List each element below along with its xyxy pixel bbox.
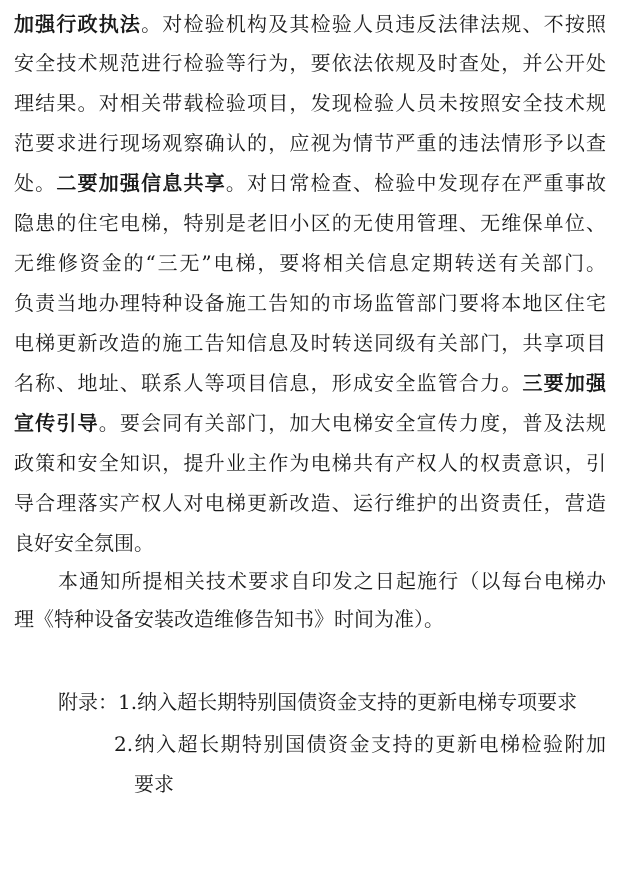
paragraph-line [14,169,606,197]
paragraph-line [14,529,606,557]
notice-line-1: 本通知所提相关技术要求自印发之日起施行（以每台电梯办 [58,569,606,593]
body-text: 名称、地址、联系人等项目信息，形成安全监管合力。 [14,371,523,395]
body-text: 。对日常检查、检验中发现存在严重事故 [225,171,606,195]
appendix-line-1 [58,688,606,716]
bold-heading-text: 三要加强 [522,371,606,395]
paragraph-line [14,209,606,237]
bold-heading-text: 加强行政执法 [14,12,142,36]
body-text: 良好安全氛围。 [14,531,154,555]
body-text: 无维修资金的“三无”电梯，要将相关信息定期转送有关部门。 [14,251,606,275]
bold-heading-text: 二要加强信息共享 [56,171,226,195]
body-text: 负责当地办理特种设备施工告知的市场监管部门要将本地区住宅 [14,291,606,315]
bold-heading-text: 宣传引导 [14,411,99,435]
body-text: 。对检验机构及其检验人员违反法律法规、不按照 [141,12,606,36]
notice-line-2: 理《特种设备安装改造维修告知书》时间为准）。 [14,607,444,631]
body-text: 政策和安全知识，提升业主作为电梯共有产权人的权责意识，引 [14,451,606,475]
body-text: 安全技术规范进行检验等行为，要依法依规及时查处，并公开处 [14,51,606,75]
paragraph-line [14,129,606,157]
paragraph-line [14,329,606,357]
paragraph-line [14,249,606,277]
paragraph-line [14,489,606,517]
paragraph-line [14,89,606,117]
body-text: 理结果。对相关带载检验项目，发现检验人员未按照安全技术规 [14,91,606,115]
body-text: 导合理落实产权人对电梯更新改造、运行维护的出资责任，营造 [14,491,606,515]
paragraph-line [14,49,606,77]
body-text: 处。 [14,171,57,195]
appendix-item-2-line-2: 要求 [134,772,174,796]
paragraph-line [14,10,606,38]
paragraph-line [14,409,606,437]
appendix-item-2-line-1: 2.纳入超长期特别国债资金支持的更新电梯检验附加 [114,732,606,756]
body-text: 隐患的住宅电梯，特别是老旧小区的无使用管理、无维保单位、 [14,211,606,235]
paragraph-line [14,289,606,317]
appendix-item-1: 1.纳入超长期特别国债资金支持的更新电梯专项要求 [118,690,578,714]
paragraph-line [14,369,606,397]
body-text: 电梯更新改造的施工告知信息及时转送同级有关部门，共享项目 [14,331,606,355]
appendix-label: 附录： [58,690,118,714]
paragraph-line [14,449,606,477]
body-text: 范要求进行现场观察确认的，应视为情节严重的违法情形予以查 [14,131,606,155]
body-text: 。要会同有关部门，加大电梯安全宣传力度，普及法规 [98,411,606,435]
